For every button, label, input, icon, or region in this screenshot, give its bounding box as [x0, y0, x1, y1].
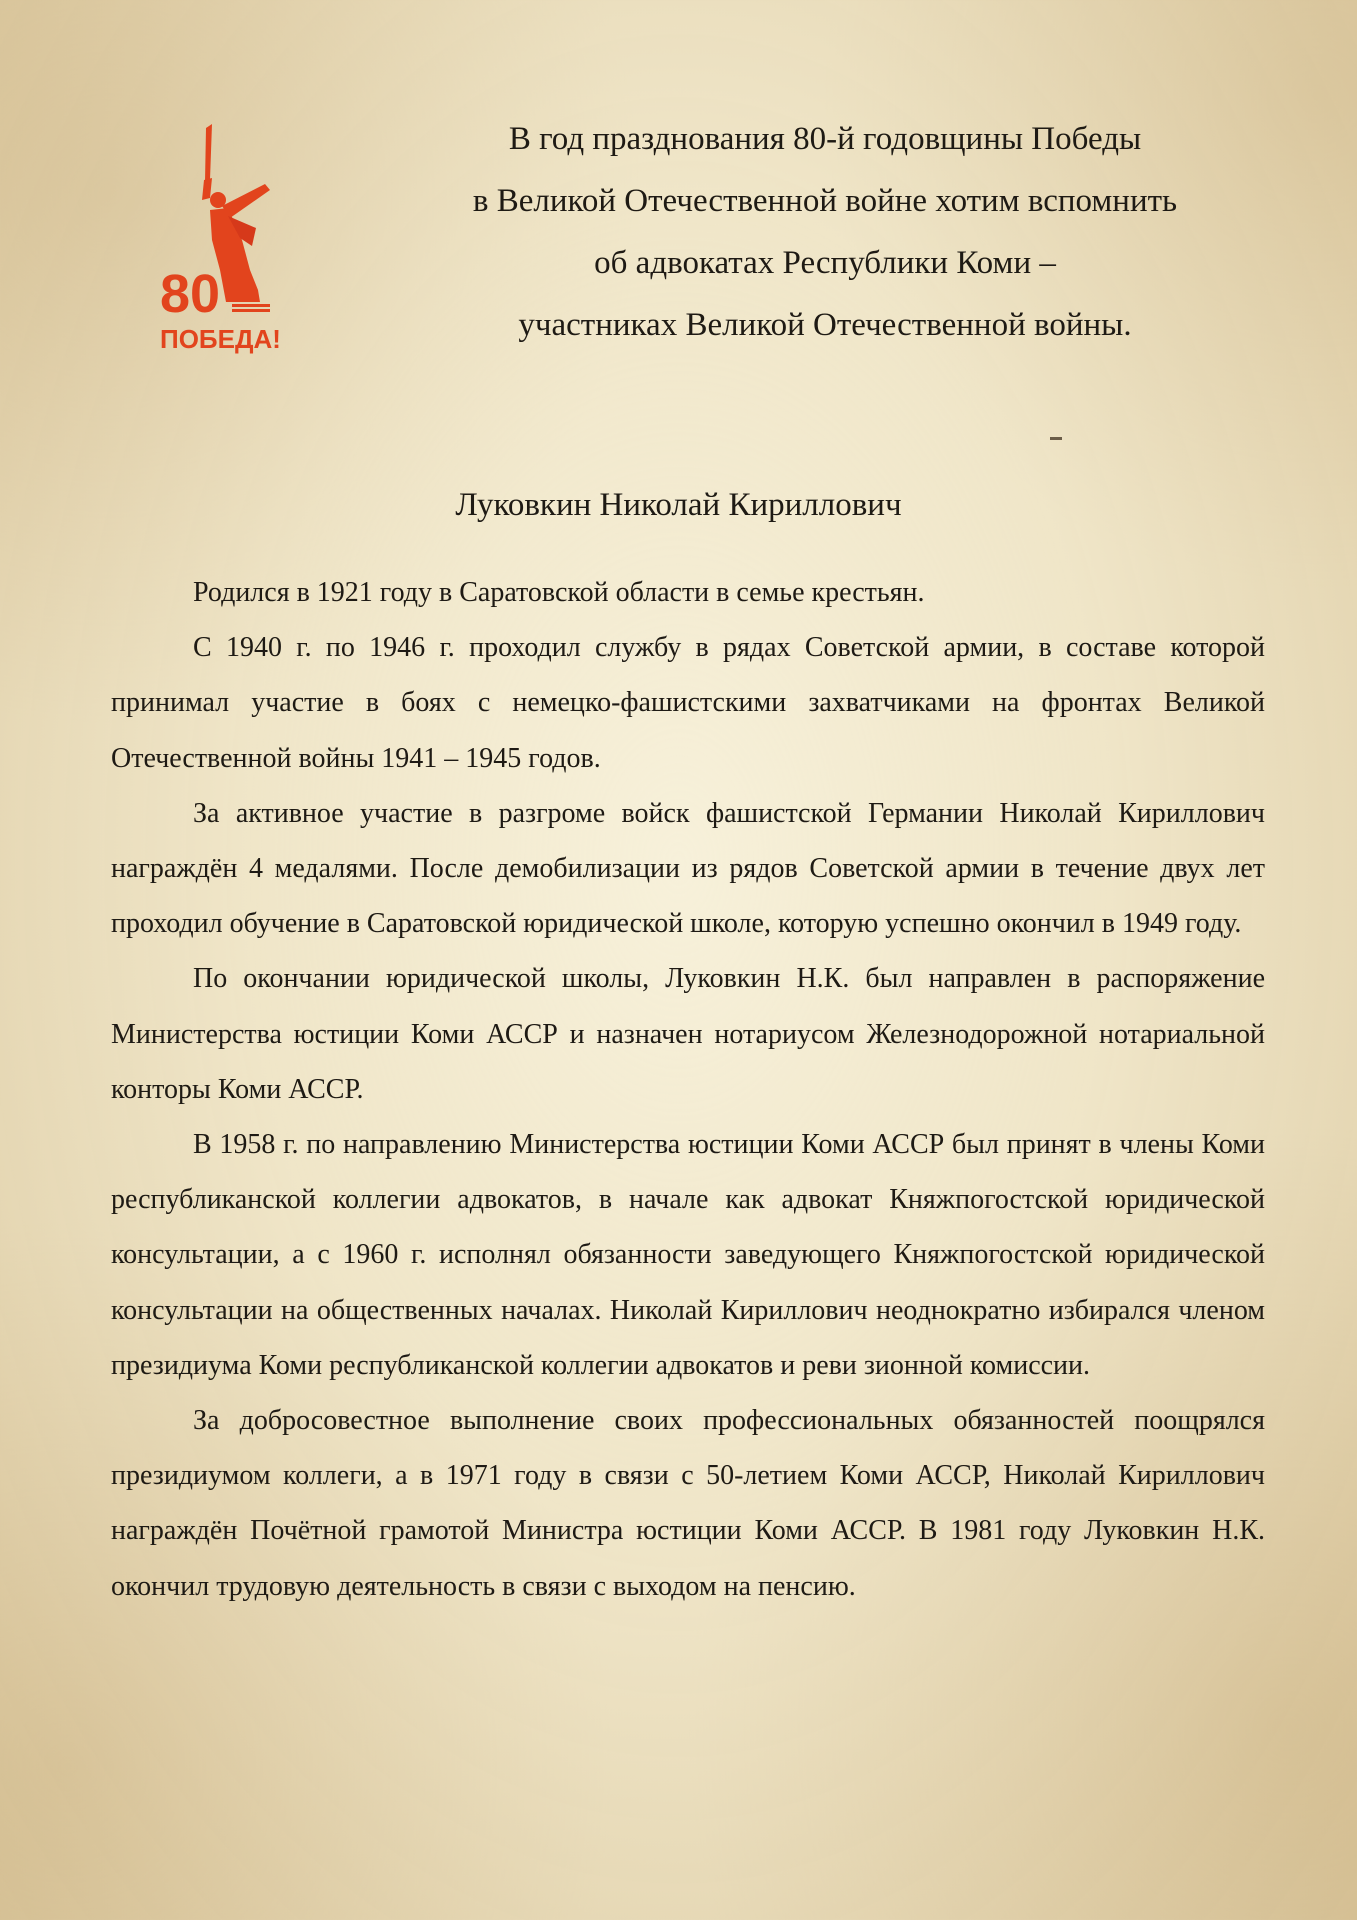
paragraph: По окончании юридической школы, Луковкин Н.К. был направлен в распоряжение Министерства юстиции Коми АССР и назначен нотариусом Железнодорожной нотариальной конторы Коми АССР.: [111, 963, 1265, 1105]
paragraph: Родился в 1921 году в Саратовской области в семье крестьян.: [193, 577, 925, 608]
intro-line: об адвокатах Республики Коми –: [594, 245, 1056, 281]
intro-heading: [400, 108, 1250, 356]
logo-caption: ПОБЕДА!: [160, 324, 281, 354]
intro-line: в Великой Отечественной войне хотим вспомнить: [472, 183, 1178, 219]
paragraph: С 1940 г. по 1946 г. проходил службу в рядах Советской армии, в составе которой принимал участие в боях с немецко-фашистскими захватчиками на фронтах Великой Отечественной войны 1941 – 1945 годов.: [111, 632, 1265, 774]
intro-line: участниках Великой Отечественной войны.: [518, 307, 1132, 343]
paragraph: За активное участие в разгроме войск фашистской Германии Николай Кириллович награждён 4 медалями. После демобилизации из рядов Советской армии в течение двух лет проходил обучение в Саратовской юридической школе, которую успешно окончил в 1949 году.: [111, 797, 1265, 940]
paragraph: За добросовестное выполнение своих профессиональных обязанностей поощрялся президиумом коллеги, а в 1971 году в связи с 50-летием Коми АССР, Николай Кириллович награждён Почётной грамотой Министра юстиции Коми АССР. В 1981 году Луковкин Н.К. окончил трудовую деятельность в связи с выходом на пенсию.: [111, 1405, 1265, 1602]
biography-text: [111, 565, 1265, 1614]
paragraph: В 1958 г. по направлению Министерства юстиции Коми АССР был принят в члены Коми республиканской коллегии адвокатов, в начале как адвокат Княжпогостской юридической консультации, а с 1960 г. исполнял обязанности заведующего Княжпогостской юридической консультации на общественных началах. Николай Кириллович неоднократно избирался членом президиума Коми республиканской коллегии адвокатов и реви зионной комиссии.: [111, 1129, 1265, 1381]
intro-line: В год празднования 80-й годовщины Победы: [508, 121, 1142, 157]
decorative-mark: [1050, 437, 1062, 440]
person-name: Луковкин Николай Кириллович: [455, 487, 902, 523]
victory-80-emblem-icon: [160, 120, 290, 360]
logo-number: 80: [160, 264, 221, 324]
